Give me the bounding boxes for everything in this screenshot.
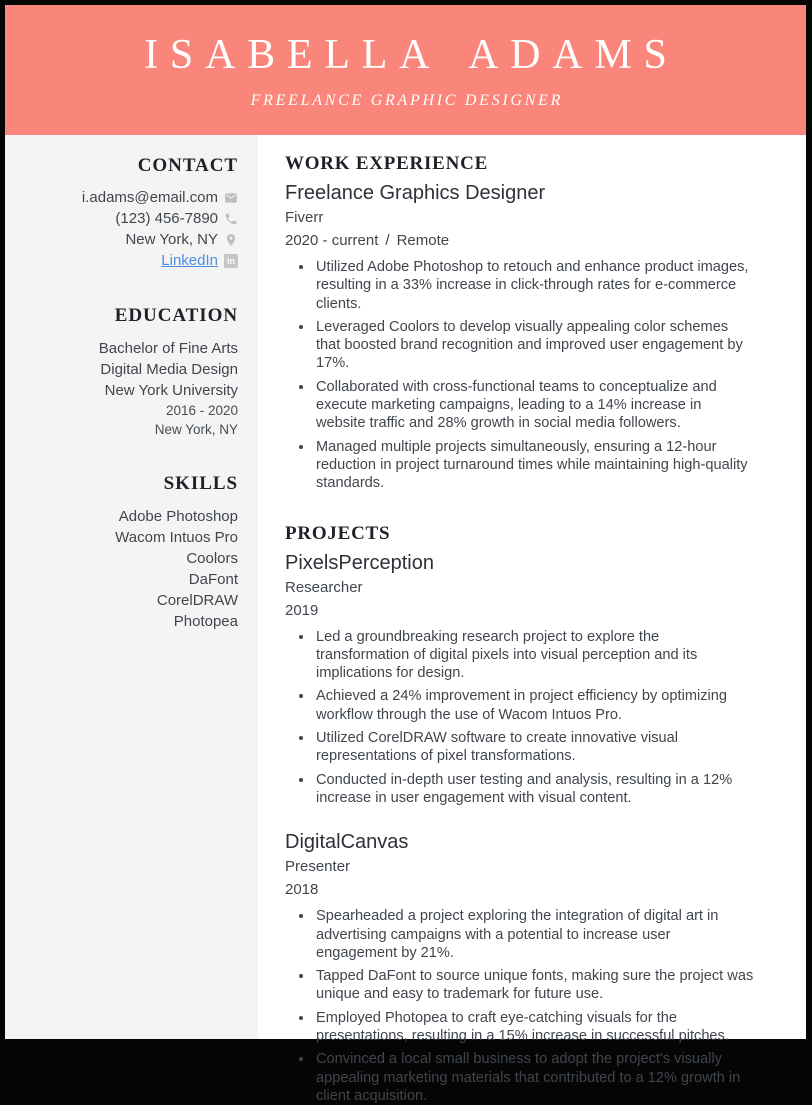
envelope-icon	[224, 191, 238, 205]
job-dates: 2020 - current	[285, 232, 379, 249]
project-year: 2018	[285, 881, 319, 899]
body-columns	[5, 135, 806, 1104]
sidebar	[5, 135, 258, 1039]
project-bullet-list	[285, 907, 754, 1105]
project-title: PixelsPerception	[285, 551, 434, 574]
header-banner	[5, 5, 806, 135]
project-bullet: • Led a groundbreaking research project to explore the transformation of digital pixels into visual perception and its implications for design.	[314, 628, 754, 683]
job-bullet: • Leveraged Coolors to develop visually appealing color schemes that boosted brand recognition and improved user engagement by 17%.	[314, 318, 754, 373]
project-bullet: • Conducted in-depth user testing and analysis, resulting in a 12% increase in user engagement with visual content.	[314, 771, 754, 808]
education-heading: EDUCATION	[114, 305, 238, 326]
resume-page	[5, 5, 806, 1104]
skill-item: CorelDRAW	[156, 592, 238, 609]
skills-heading: SKILLS	[163, 473, 238, 494]
candidate-name: ISABELLA ADAMS	[144, 31, 679, 78]
job-company: Fiverr	[285, 209, 324, 226]
education-dates: 2016 - 2020	[165, 403, 238, 418]
skill-item: DaFont	[188, 571, 238, 588]
skill-item: Photopea	[173, 613, 238, 630]
contact-section	[19, 155, 238, 271]
job-entry	[285, 182, 754, 493]
contact-linkedin-row	[19, 251, 238, 271]
location-text: New York, NY	[125, 231, 218, 248]
job-dates-line	[285, 231, 754, 251]
education-location: New York, NY	[154, 422, 238, 437]
work-experience-heading: WORK EXPERIENCE	[285, 153, 489, 174]
job-bullet-list	[285, 258, 754, 493]
education-degree: Bachelor of Fine Arts	[98, 340, 238, 357]
education-section	[19, 305, 238, 439]
job-title: Freelance Graphics Designer	[285, 182, 546, 204]
project-bullet: • Achieved a 24% improvement in project efficiency by optimizing workflow through the use of Wacom Intuos Pro.	[314, 687, 754, 724]
project-bullet: • Spearheaded a project exploring the integration of digital art in advertising campaigns with a potential to increase user engagement by 21%.	[314, 907, 754, 962]
project-bullet: • Convinced a local small business to adopt the project's visually appealing marketing materials that contributed to a 12% growth in client acquisition.	[314, 1050, 754, 1105]
phone-text: (123) 456-7890	[115, 210, 218, 227]
job-bullet: • Utilized Adobe Photoshop to retouch and enhance product images, resulting in a 33% increase in click-through rates for e-commerce clients.	[314, 258, 754, 313]
project-bullet-list	[285, 628, 754, 808]
projects-section	[285, 523, 754, 1105]
phone-icon	[224, 212, 238, 226]
project-bullet: • Tapped DaFont to source unique fonts, making sure the project was unique and easy to trademark for future use.	[314, 967, 754, 1004]
skill-item: Wacom Intuos Pro	[115, 529, 238, 546]
education-school: New York University	[104, 382, 238, 399]
project-bullet: • Utilized CorelDRAW software to create innovative visual representations of pixel transformations.	[314, 729, 754, 766]
main-column	[258, 135, 806, 1104]
project-entry	[285, 552, 754, 808]
contact-phone-row	[19, 209, 238, 229]
location-pin-icon	[224, 233, 238, 247]
project-title: DigitalCanvas	[285, 831, 409, 854]
project-bullet: • Employed Photopea to craft eye-catching visuals for the presentations, resulting in a 15% increase in successful pitches.	[314, 1009, 754, 1046]
projects-heading: PROJECTS	[285, 522, 391, 544]
contact-heading: CONTACT	[137, 155, 238, 176]
job-bullet: • Collaborated with cross-functional teams to conceptualize and execute marketing campaigns, leading to a 14% increase in website traffic and 28% growth in social media followers.	[314, 378, 754, 433]
linkedin-icon: in	[224, 254, 238, 268]
contact-email-row	[19, 188, 238, 208]
contact-location-row	[19, 230, 238, 250]
candidate-title: FREELANCE GRAPHIC DESIGNER	[250, 91, 564, 109]
linkedin-link[interactable]: LinkedIn	[161, 252, 218, 269]
work-experience-section	[285, 153, 754, 493]
skills-section	[19, 473, 238, 632]
project-year: 2019	[285, 601, 319, 619]
job-location: Remote	[396, 232, 450, 249]
education-major: Digital Media Design	[100, 361, 238, 378]
skill-item: Adobe Photoshop	[118, 508, 238, 525]
project-role: Presenter	[285, 858, 351, 876]
project-role: Researcher	[285, 578, 363, 596]
dates-separator: /	[385, 232, 390, 249]
job-bullet: • Managed multiple projects simultaneously, ensuring a 12-hour reduction in project turnaround times while maintaining high-quality standards.	[314, 438, 754, 493]
email-text: i.adams@email.com	[81, 189, 218, 206]
skill-item: Coolors	[186, 550, 238, 567]
project-entry	[285, 831, 754, 1105]
